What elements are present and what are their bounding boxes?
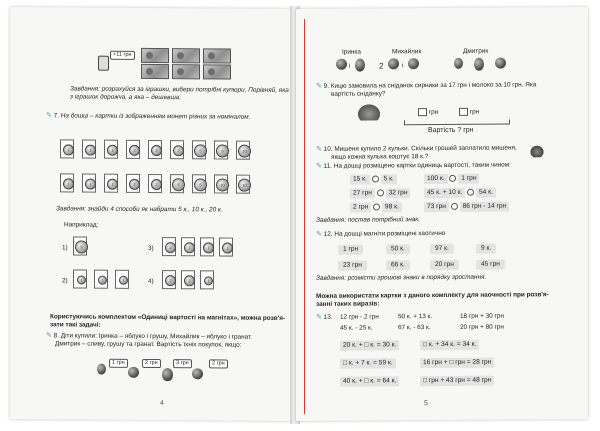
- coin-card[interactable]: [126, 140, 140, 159]
- coin-card[interactable]: [104, 174, 118, 193]
- expression: 45 к. - 25 к.: [340, 324, 373, 332]
- coin-card: 1: [115, 270, 129, 289]
- coin-card: 2: [181, 270, 195, 289]
- task-number: 9.: [323, 82, 329, 90]
- task-text: Діти купили: Іринка – яблуко і грушу, Михайлик – яблуко і гранат.: [60, 332, 253, 341]
- left-page: [10, 7, 293, 421]
- sign-circle[interactable]: [377, 189, 384, 196]
- coin-card[interactable]: [214, 174, 228, 193]
- coin-card[interactable]: [60, 173, 74, 192]
- banknote-icon: [203, 64, 231, 79]
- example-number: 3): [148, 244, 154, 253]
- missing-number-equation[interactable]: 20 к. + □ к. = 30 к.: [340, 340, 399, 350]
- money-card[interactable]: 45 грн: [476, 260, 505, 270]
- coin-card[interactable]: [148, 140, 162, 159]
- pear-icon: [355, 59, 365, 72]
- price-placeholder: грн: [418, 108, 438, 116]
- missing-number-equation[interactable]: □ к. + 34 к. = 34 к.: [420, 340, 479, 350]
- coin-card[interactable]: [60, 139, 74, 158]
- task-text: з іграшок дорожча, а яка – дешевша.: [70, 93, 182, 102]
- section-heading: Користуючись комплектом «Одиниці вартості на магнітах», можна розв'я-: [50, 313, 286, 322]
- task-number: 10.: [323, 145, 333, 153]
- coin-icon: 2: [151, 145, 162, 156]
- price-tag: 1 грн: [109, 359, 128, 368]
- task-text: Мишеня купило 2 кульки. Скільки грошей заплатило мишеня,: [334, 144, 517, 153]
- pencil-icon: ✎: [316, 162, 322, 170]
- money-card[interactable]: 9 к.: [476, 244, 496, 254]
- apple-icon: [128, 367, 139, 378]
- expression: 12 грн - 2 грн: [340, 313, 379, 321]
- coin-icon: 1: [63, 144, 74, 155]
- cat-icon: [358, 104, 380, 120]
- coin-card[interactable]: [170, 140, 184, 159]
- banknote-icon: [141, 64, 169, 79]
- comparison: 27 грн 32 грн: [350, 188, 410, 198]
- pencil-icon: ✎: [316, 145, 322, 153]
- task-text: вартість сніданку?: [331, 90, 386, 98]
- money-card[interactable]: 20 грн: [430, 260, 459, 270]
- task-text: Завдання: постав потрібний знак.: [316, 216, 421, 224]
- missing-number-equation[interactable]: 16 грн + □ грн = 28 грн: [420, 358, 494, 369]
- task-number: 7.: [53, 112, 59, 120]
- money-card[interactable]: 97 к.: [430, 244, 454, 254]
- comparison: 2 грн 98 к.: [350, 202, 402, 212]
- margin-line: [304, 19, 305, 414]
- coin-icon: 1: [85, 179, 96, 190]
- conjunction: і: [349, 62, 351, 70]
- coin-card: 1: [219, 237, 233, 256]
- coin-icon: 5: [194, 178, 207, 191]
- page-number: 5: [424, 400, 428, 408]
- coin-icon: 2: [151, 179, 162, 190]
- example-label: Наприклад:: [64, 221, 99, 229]
- coin-card[interactable]: [82, 174, 96, 193]
- coin-icon: 10: [216, 178, 229, 191]
- coin-icon: 2: [129, 179, 140, 190]
- price-tag: 2 грн: [142, 359, 161, 368]
- plum-icon: [97, 364, 106, 375]
- money-card[interactable]: 23 грн: [338, 261, 367, 271]
- coin-card[interactable]: [192, 140, 206, 159]
- pomegranate-icon: [192, 368, 203, 379]
- coin-icon: 5: [194, 144, 207, 157]
- example-number: 4): [148, 277, 154, 286]
- banknote-icon: [141, 48, 169, 63]
- brace: [404, 120, 510, 126]
- price-tag: 3 грн: [173, 359, 192, 368]
- pencil-icon: ✎: [316, 230, 322, 238]
- expression: 67 к. - 63 к.: [398, 324, 431, 332]
- sign-circle[interactable]: [451, 203, 458, 210]
- task-text: Дмитрик – сливу, грушу та гранат. Вартість їхніх покупок, якщо:: [55, 340, 242, 349]
- money-card[interactable]: 66 к.: [386, 260, 410, 270]
- coin-icon: 2: [129, 145, 140, 156]
- coin-icon: 1: [63, 178, 74, 189]
- coin-card[interactable]: [126, 174, 140, 193]
- coin-icon: 5: [216, 144, 229, 157]
- coin-card: 1: [200, 237, 214, 256]
- coin-icon: 1: [107, 179, 118, 190]
- money-card[interactable]: 1 грн: [338, 245, 363, 255]
- pear-icon: [474, 58, 484, 71]
- comparison: 15 к. 5 к.: [350, 174, 397, 184]
- coin-card[interactable]: [236, 175, 250, 194]
- task-text: Завдання: знайди 4 способи як набрати 5 к., 10 к., 20 к.: [56, 205, 223, 214]
- coin-card[interactable]: [104, 140, 118, 159]
- toy-phone-icon: [98, 56, 109, 71]
- banknote-icon: [172, 64, 200, 79]
- coin-card: 5: [73, 236, 87, 255]
- money-card[interactable]: 50 к.: [386, 244, 410, 254]
- child-name: Іринка: [342, 48, 361, 56]
- pomegranate-icon: [495, 58, 506, 69]
- section-heading: Можна використати картки з даного комплекту для наочності при розв'я-: [316, 291, 549, 300]
- coin-card: 1: [200, 270, 214, 289]
- sign-circle[interactable]: [449, 175, 456, 182]
- pencil-icon: ✎: [316, 313, 322, 321]
- child-name: Михайлик: [392, 48, 422, 56]
- sign-circle[interactable]: [372, 175, 379, 182]
- task-text: Завдання: розмісти грошові знаки в порядку зростання.: [316, 273, 487, 282]
- price-tag: +11 грн: [110, 51, 135, 60]
- task-number: 11.: [323, 162, 333, 170]
- task-text: На дошці – картки із зображенням монет різних за номіналом.: [60, 112, 251, 121]
- coin-card: 1: [94, 270, 108, 289]
- task-number: 12.: [323, 230, 333, 238]
- coin-card: 1: [73, 269, 87, 288]
- coin-card: 1: [181, 237, 195, 256]
- coin-card: 2: [162, 237, 176, 256]
- expression: 18 грн + 30 грн: [460, 312, 504, 320]
- price-placeholder: грн: [459, 108, 479, 116]
- comparison: 100 к. 1 грн: [424, 174, 479, 184]
- coin-card: 2: [162, 270, 176, 289]
- coin-icon: 10: [238, 179, 251, 192]
- apple-icon: [388, 58, 399, 69]
- coin-card[interactable]: [214, 140, 228, 159]
- answer-box[interactable]: [459, 108, 468, 116]
- missing-number-equation[interactable]: 40 к. + □ к. = 64 к.: [340, 376, 399, 386]
- task-text: Завдання: розрахуйся за іграшки, вибери потрібні купюри. Порівняй, яка: [70, 85, 289, 94]
- section-heading: занні таких виразів:: [316, 300, 380, 308]
- pencil-icon: ✎: [46, 112, 52, 120]
- apple-icon: [336, 59, 347, 70]
- banknote-icon: [172, 48, 200, 63]
- conjunction: і: [402, 62, 404, 70]
- coin-card[interactable]: [170, 174, 184, 193]
- task-text: Кицю замовила на сніданок сирники за 17 грн і молоко за 10 грн. Яка: [330, 81, 537, 90]
- coin-icon: 2: [173, 145, 184, 156]
- task-number: 13.: [323, 313, 333, 321]
- plum-icon: [454, 58, 463, 69]
- right-page: [296, 7, 588, 421]
- task-text: На дошці магніти розміщені хаотично: [334, 229, 446, 238]
- answer-box[interactable]: [418, 108, 427, 116]
- mouse-icon: [530, 145, 544, 157]
- comparison: 45 к. + 10 к. 54 к.: [424, 188, 496, 199]
- pencil-icon: ✎: [316, 82, 322, 90]
- coin-icon: 1: [85, 145, 96, 156]
- expression: 50 к. + 13 к.: [398, 313, 433, 321]
- coin-card[interactable]: [148, 174, 162, 193]
- pencil-icon: ✎: [46, 332, 52, 340]
- coin-icon: 5: [172, 178, 185, 191]
- coin-icon: 10: [238, 145, 251, 158]
- quantity: 2: [379, 61, 384, 71]
- price-tag: 2 грн: [209, 359, 228, 368]
- child-name: Дмитрик: [463, 47, 489, 55]
- example-number: 2): [62, 277, 68, 285]
- coin-card[interactable]: [236, 141, 250, 160]
- section-heading: зати такі задачі:: [50, 321, 101, 329]
- page-number: 4: [160, 400, 164, 408]
- comparison: 73 грн 86 грн - 14 грн: [424, 202, 509, 213]
- example-number: 1): [62, 244, 68, 252]
- coin-card[interactable]: [192, 174, 206, 193]
- expression: 20 грн + 80 грн: [460, 323, 504, 331]
- total-label: Вартість ? грн: [428, 126, 474, 135]
- coin-icon: 1: [107, 145, 118, 156]
- banknote-icon: [203, 48, 231, 63]
- missing-number-equation[interactable]: □ к. + 7 к. = 59 к.: [340, 358, 396, 368]
- task-text: На дошці розміщено картки одиниць вартості, таким чином:: [333, 161, 511, 170]
- pomegranate-icon: [408, 58, 419, 69]
- pear-icon: [162, 368, 173, 381]
- sign-circle[interactable]: [467, 189, 474, 196]
- coin-card[interactable]: [82, 140, 96, 159]
- task-number: 8.: [53, 332, 59, 340]
- task-text: якщо кожна кулька коштує 18 к.?: [331, 153, 429, 161]
- sign-circle[interactable]: [373, 203, 380, 210]
- missing-number-equation[interactable]: □ грн + 43 грн = 48 грн: [420, 376, 494, 387]
